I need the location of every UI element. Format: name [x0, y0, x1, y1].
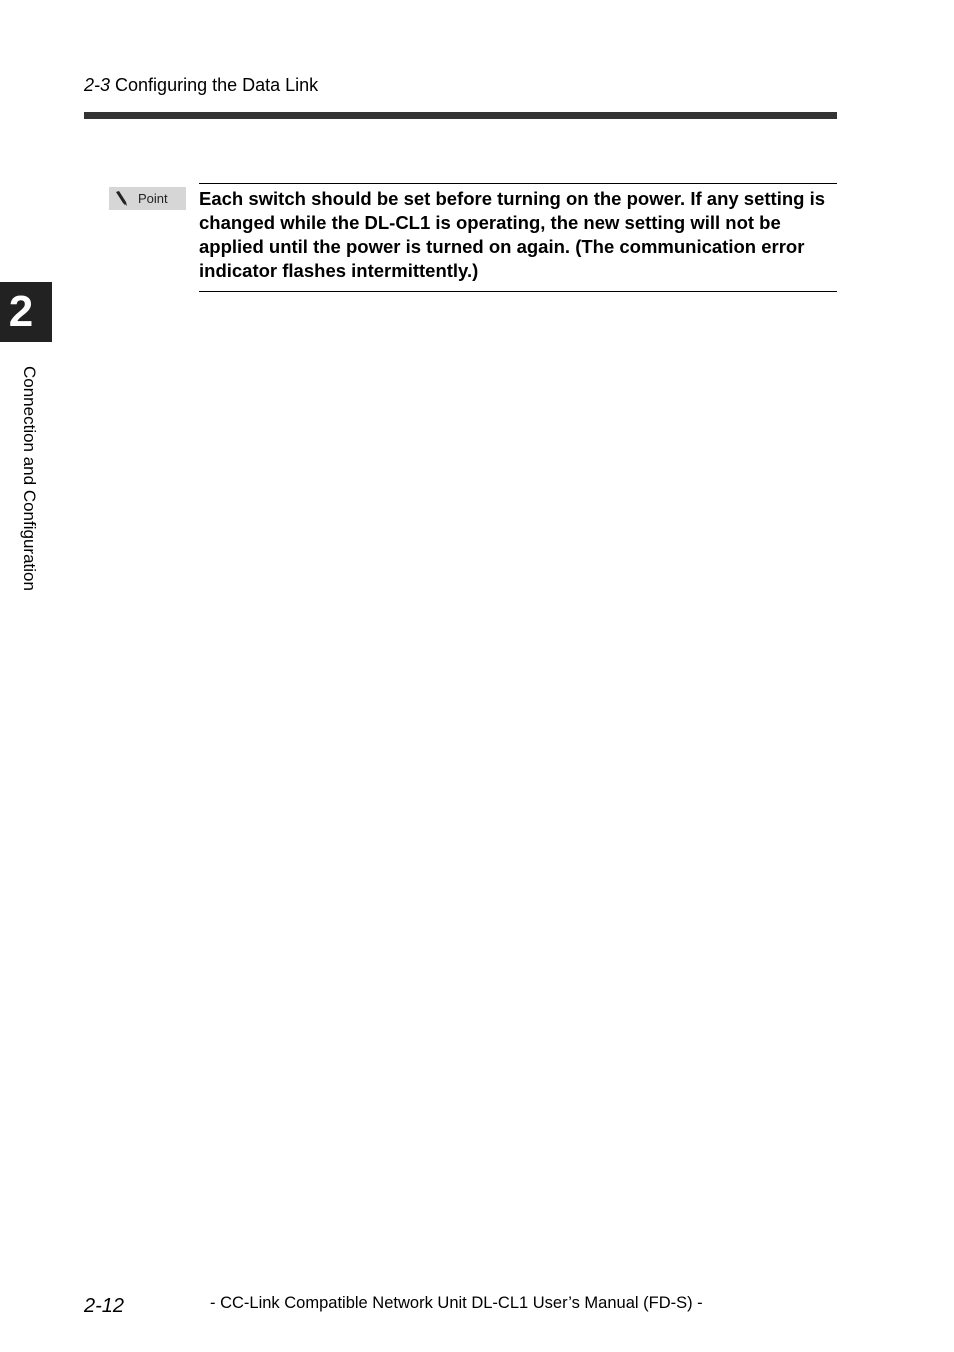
header-rule: [84, 112, 837, 119]
page-number: 2-12: [84, 1295, 125, 1317]
chapter-title: Connection and Configuration: [20, 366, 39, 591]
chapter-tab: [0, 282, 52, 342]
footer-manual-title: - CC-Link Compatible Network Unit DL-CL1 User’s Manual (FD-S) -: [210, 1294, 703, 1312]
chapter-number: 2: [8, 287, 34, 336]
section-title: Configuring the Data Link: [115, 75, 319, 95]
pencil-icon: [115, 191, 129, 207]
point-note: [199, 183, 837, 292]
point-badge: [109, 187, 186, 210]
running-header: [84, 74, 318, 96]
point-note-text: Each switch should be set before turning on the power. If any setting is changed while the DL-CL1 is operating, the new setting will not be applied until the power is turned on again. (The communication error indicator flashes intermittently.): [199, 188, 826, 281]
section-number: 2-3: [84, 75, 111, 95]
point-label: Point: [138, 191, 168, 206]
